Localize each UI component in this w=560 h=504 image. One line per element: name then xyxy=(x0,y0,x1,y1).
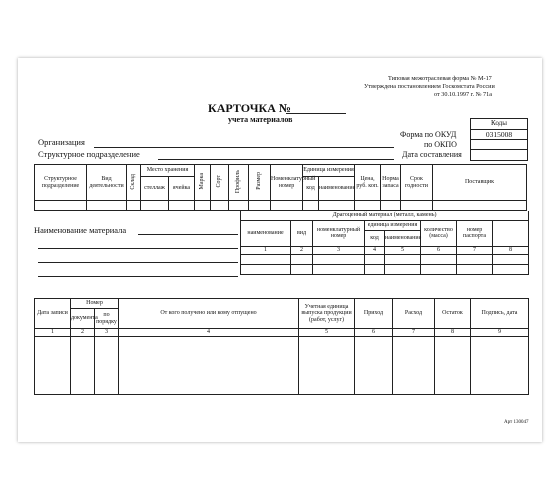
cell-input[interactable] xyxy=(365,264,385,274)
cell-input[interactable] xyxy=(303,201,319,211)
material-name-label: Наименование материала xyxy=(34,225,127,235)
cell-input[interactable] xyxy=(127,201,141,211)
cell-input[interactable] xyxy=(35,337,71,395)
cell-input[interactable] xyxy=(241,254,291,264)
th-pm-name: наименование xyxy=(241,220,291,246)
cell-input[interactable] xyxy=(249,201,271,211)
date-label: Дата составления xyxy=(402,150,462,159)
cell-input[interactable] xyxy=(493,254,529,264)
org-field-line[interactable] xyxy=(94,147,394,148)
col-number: 6 xyxy=(421,246,457,254)
col-number: 2 xyxy=(291,246,313,254)
cell-input[interactable] xyxy=(421,264,457,274)
codes-header: Коды xyxy=(491,119,507,127)
cell-input[interactable] xyxy=(471,337,529,395)
col-number: 1 xyxy=(241,246,291,254)
cell-input[interactable] xyxy=(291,264,313,274)
th-profile: Профиль xyxy=(235,169,242,193)
th-signature: Подпись, дата xyxy=(471,299,529,329)
cell-input[interactable] xyxy=(355,201,381,211)
th-balance: Остаток xyxy=(435,299,471,329)
dept-label: Структурное подразделение xyxy=(38,149,140,159)
form-date-line: от 30.10.1997 г. № 71а xyxy=(434,91,492,98)
th-precious-title: Драгоценный материал (металл, камень) xyxy=(241,211,529,220)
material-attributes-table xyxy=(34,164,527,211)
col-number: 4 xyxy=(365,246,385,254)
th-accounting-unit: Учетная единица выпуска продукции (работ, услуг) xyxy=(299,299,355,329)
cell-input[interactable] xyxy=(211,201,229,211)
cell-input[interactable] xyxy=(141,201,169,211)
th-pm-unit-name: наименование xyxy=(385,230,421,246)
th-expense: Расход xyxy=(393,299,435,329)
cell-input[interactable] xyxy=(355,337,393,395)
cell-input[interactable] xyxy=(365,254,385,264)
cell-input[interactable] xyxy=(385,264,421,274)
th-unit-name: наименование xyxy=(319,177,355,201)
th-storage: Место хранения xyxy=(141,165,195,177)
th-item-no: Номенклатурный номер xyxy=(271,165,303,201)
th-activity: Вид деятельности xyxy=(87,165,127,201)
col-number: 6 xyxy=(355,329,393,337)
th-dept: Структурное подразделение xyxy=(35,165,87,201)
dept-field-line[interactable] xyxy=(158,159,394,160)
th-pm-code: код xyxy=(365,230,385,246)
cell-input[interactable] xyxy=(457,264,493,274)
th-price: Цена, руб. коп. xyxy=(355,165,381,201)
cell-input[interactable] xyxy=(291,254,313,264)
th-pm-item-no: номенклатурный номер xyxy=(313,220,365,246)
form-sheet xyxy=(18,58,542,442)
col-number: 9 xyxy=(471,329,529,337)
col-number: 8 xyxy=(435,329,471,337)
org-label: Организация xyxy=(38,137,85,147)
cell-input[interactable] xyxy=(401,201,433,211)
th-pm-unit: единица измерения xyxy=(365,220,421,230)
article-number: Арт 130047 xyxy=(504,420,529,425)
cell-input[interactable] xyxy=(313,264,365,274)
material-name-line-4[interactable] xyxy=(38,276,238,277)
th-date: Дата записи xyxy=(35,299,71,329)
cell-input[interactable] xyxy=(433,201,527,211)
cell-input[interactable] xyxy=(195,201,211,211)
card-title: КАРТОЧКА № xyxy=(208,101,291,115)
th-unit-code: код xyxy=(303,177,319,201)
cell-input[interactable] xyxy=(393,337,435,395)
card-subtitle: учета материалов xyxy=(228,115,293,124)
th-pm-passport: номер паспорта xyxy=(457,220,493,246)
th-pm-type: вид xyxy=(291,220,313,246)
th-norm: Норма запаса xyxy=(381,165,401,201)
th-from-to: От кого получено или кому отпущено xyxy=(119,299,299,329)
cell-input[interactable] xyxy=(71,337,95,395)
form-type-line: Типовая межотраслевая форма № М-17 xyxy=(388,75,492,82)
th-shelf: Срок годности xyxy=(401,165,433,201)
th-grade: Сорт xyxy=(216,175,223,188)
col-number: 8 xyxy=(493,246,529,254)
cell-input[interactable] xyxy=(169,201,195,211)
cell-input[interactable] xyxy=(95,337,119,395)
th-number: Номер xyxy=(71,299,119,309)
cell-input[interactable] xyxy=(319,201,355,211)
cell-input[interactable] xyxy=(271,201,303,211)
material-name-line[interactable] xyxy=(138,234,238,235)
col-number: 5 xyxy=(299,329,355,337)
form-approval-line: Утверждена постановлением Госкомстата России xyxy=(364,83,495,90)
col-number: 5 xyxy=(385,246,421,254)
col-number: 7 xyxy=(457,246,493,254)
th-income: Приход xyxy=(355,299,393,329)
th-supplier: Поставщик xyxy=(433,165,527,201)
cell-input[interactable] xyxy=(299,337,355,395)
col-number: 2 xyxy=(71,329,95,337)
cell-input[interactable] xyxy=(87,201,127,211)
cell-input[interactable] xyxy=(385,254,421,264)
cell-input[interactable] xyxy=(435,337,471,395)
th-size: Размер xyxy=(256,172,263,191)
th-pm-qty: количество (масса) xyxy=(421,220,457,246)
col-number: 1 xyxy=(35,329,71,337)
th-unit: Единица измерения xyxy=(303,165,355,177)
cell-input[interactable] xyxy=(35,201,87,211)
th-warehouse: Склад xyxy=(130,173,137,190)
cell-input[interactable] xyxy=(381,201,401,211)
movement-records-table xyxy=(34,298,529,395)
cell-input[interactable] xyxy=(493,264,529,274)
cell-input[interactable] xyxy=(229,201,249,211)
precious-material-table xyxy=(240,211,529,275)
okud-value: 0315008 xyxy=(485,130,513,139)
th-rack: стеллаж xyxy=(141,177,169,201)
cell-input[interactable] xyxy=(313,254,365,264)
th-cell: ячейка xyxy=(169,177,195,201)
col-number: 3 xyxy=(313,246,365,254)
th-brand: Марка xyxy=(199,173,206,190)
col-number: 3 xyxy=(95,329,119,337)
material-name-line-3[interactable] xyxy=(38,262,238,263)
th-doc: документа xyxy=(71,309,95,329)
okpo-label: по ОКПО xyxy=(424,140,457,149)
material-name-line-2[interactable] xyxy=(38,248,238,249)
cell-input[interactable] xyxy=(421,254,457,264)
cell-input[interactable] xyxy=(241,264,291,274)
okud-label: Форма по ОКУД xyxy=(400,130,457,139)
card-number-line xyxy=(286,113,346,114)
cell-input[interactable] xyxy=(119,337,299,395)
cell-input[interactable] xyxy=(457,254,493,264)
col-number: 4 xyxy=(119,329,299,337)
col-number: 7 xyxy=(393,329,435,337)
th-order: по порядку xyxy=(95,309,119,329)
